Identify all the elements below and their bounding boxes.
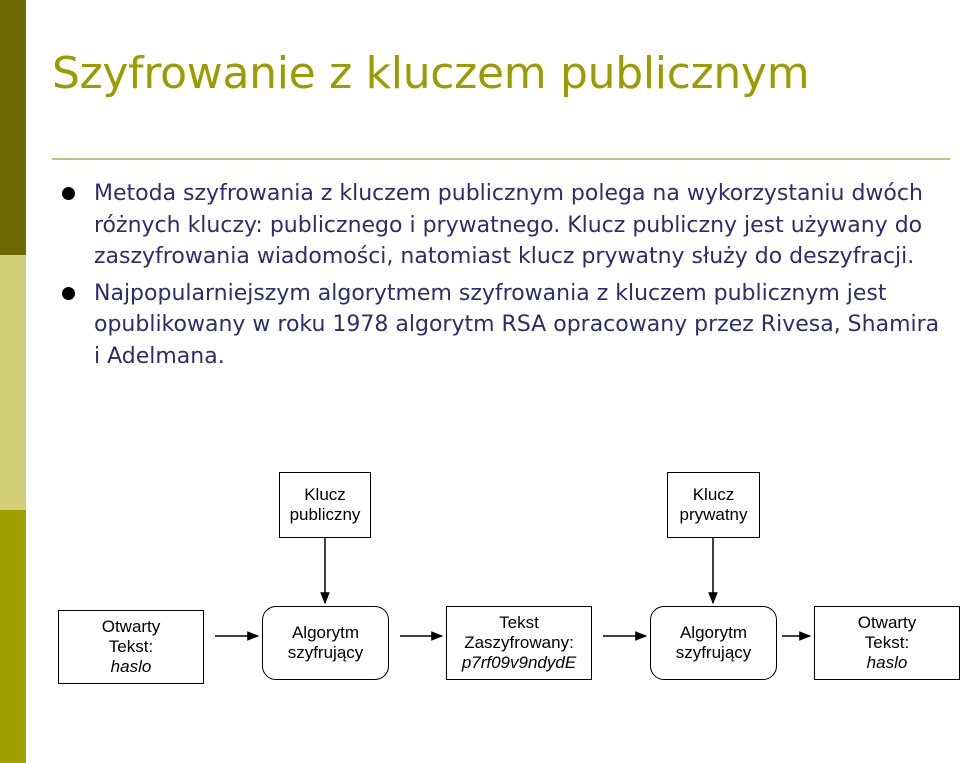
plaintext-input-box — [58, 610, 204, 684]
ciphertext-value: p7rf09v9ndydE — [461, 653, 577, 672]
encrypt-algorithm-line-2: szyfrujący — [287, 643, 364, 662]
decrypt-algorithm-line-1: Algorytm — [679, 623, 748, 642]
decrypt-algorithm-line-2: szyfrujący — [675, 643, 752, 662]
plaintext-input-line-1: Otwarty — [101, 617, 161, 636]
plaintext-output-value: haslo — [866, 653, 908, 672]
title-divider — [52, 158, 950, 160]
private-key-box — [667, 472, 760, 538]
plaintext-input-value: haslo — [110, 657, 152, 676]
bullet-dot-icon — [62, 187, 75, 200]
bullet-text: Metoda szyfrowania z kluczem publicznym polega na wykorzystaniu dwóch różnych kluczy: publicznego i prywatnego. Klucz publiczny jest używany do zaszyfrowania wiadomości, natomiast klucz prywatny służy do deszyfracji. — [94, 181, 923, 269]
bullet-text: Najpopularniejszym algorytmem szyfrowania z kluczem publicznym jest opublikowany w roku 1978 algorytm RSA opracowany przez Rivesa, Shamira i Adelmana. — [94, 280, 940, 369]
sidebar-decoration — [0, 0, 26, 763]
public-key-box — [279, 472, 371, 538]
sidebar-segment-bottom — [0, 510, 26, 763]
plaintext-output-line-2: Tekst: — [864, 633, 910, 652]
sidebar-segment-top — [0, 0, 26, 255]
plaintext-input-line-2: Tekst: — [108, 637, 154, 656]
bullet-list — [62, 178, 942, 377]
private-key-line-1: Klucz — [692, 485, 735, 504]
public-key-line-2: publiczny — [289, 505, 361, 524]
slide-title: Szyfrowanie z kluczem publicznym — [52, 48, 810, 99]
encrypt-algorithm-line-1: Algorytm — [291, 623, 360, 642]
plaintext-output-line-1: Otwarty — [857, 613, 917, 632]
public-key-line-1: Klucz — [304, 485, 346, 504]
private-key-line-2: prywatny — [679, 505, 748, 524]
bullet-item — [62, 178, 942, 273]
decrypt-algorithm-box — [650, 606, 777, 680]
ciphertext-line-1: Tekst — [499, 613, 539, 632]
ciphertext-box — [446, 606, 592, 680]
bullet-dot-icon — [62, 287, 75, 300]
ciphertext-line-2: Zaszyfrowany: — [464, 633, 574, 652]
sidebar-segment-middle — [0, 255, 26, 510]
bullet-item — [62, 278, 942, 373]
encrypt-algorithm-box — [262, 606, 389, 680]
plaintext-output-box — [814, 606, 960, 680]
